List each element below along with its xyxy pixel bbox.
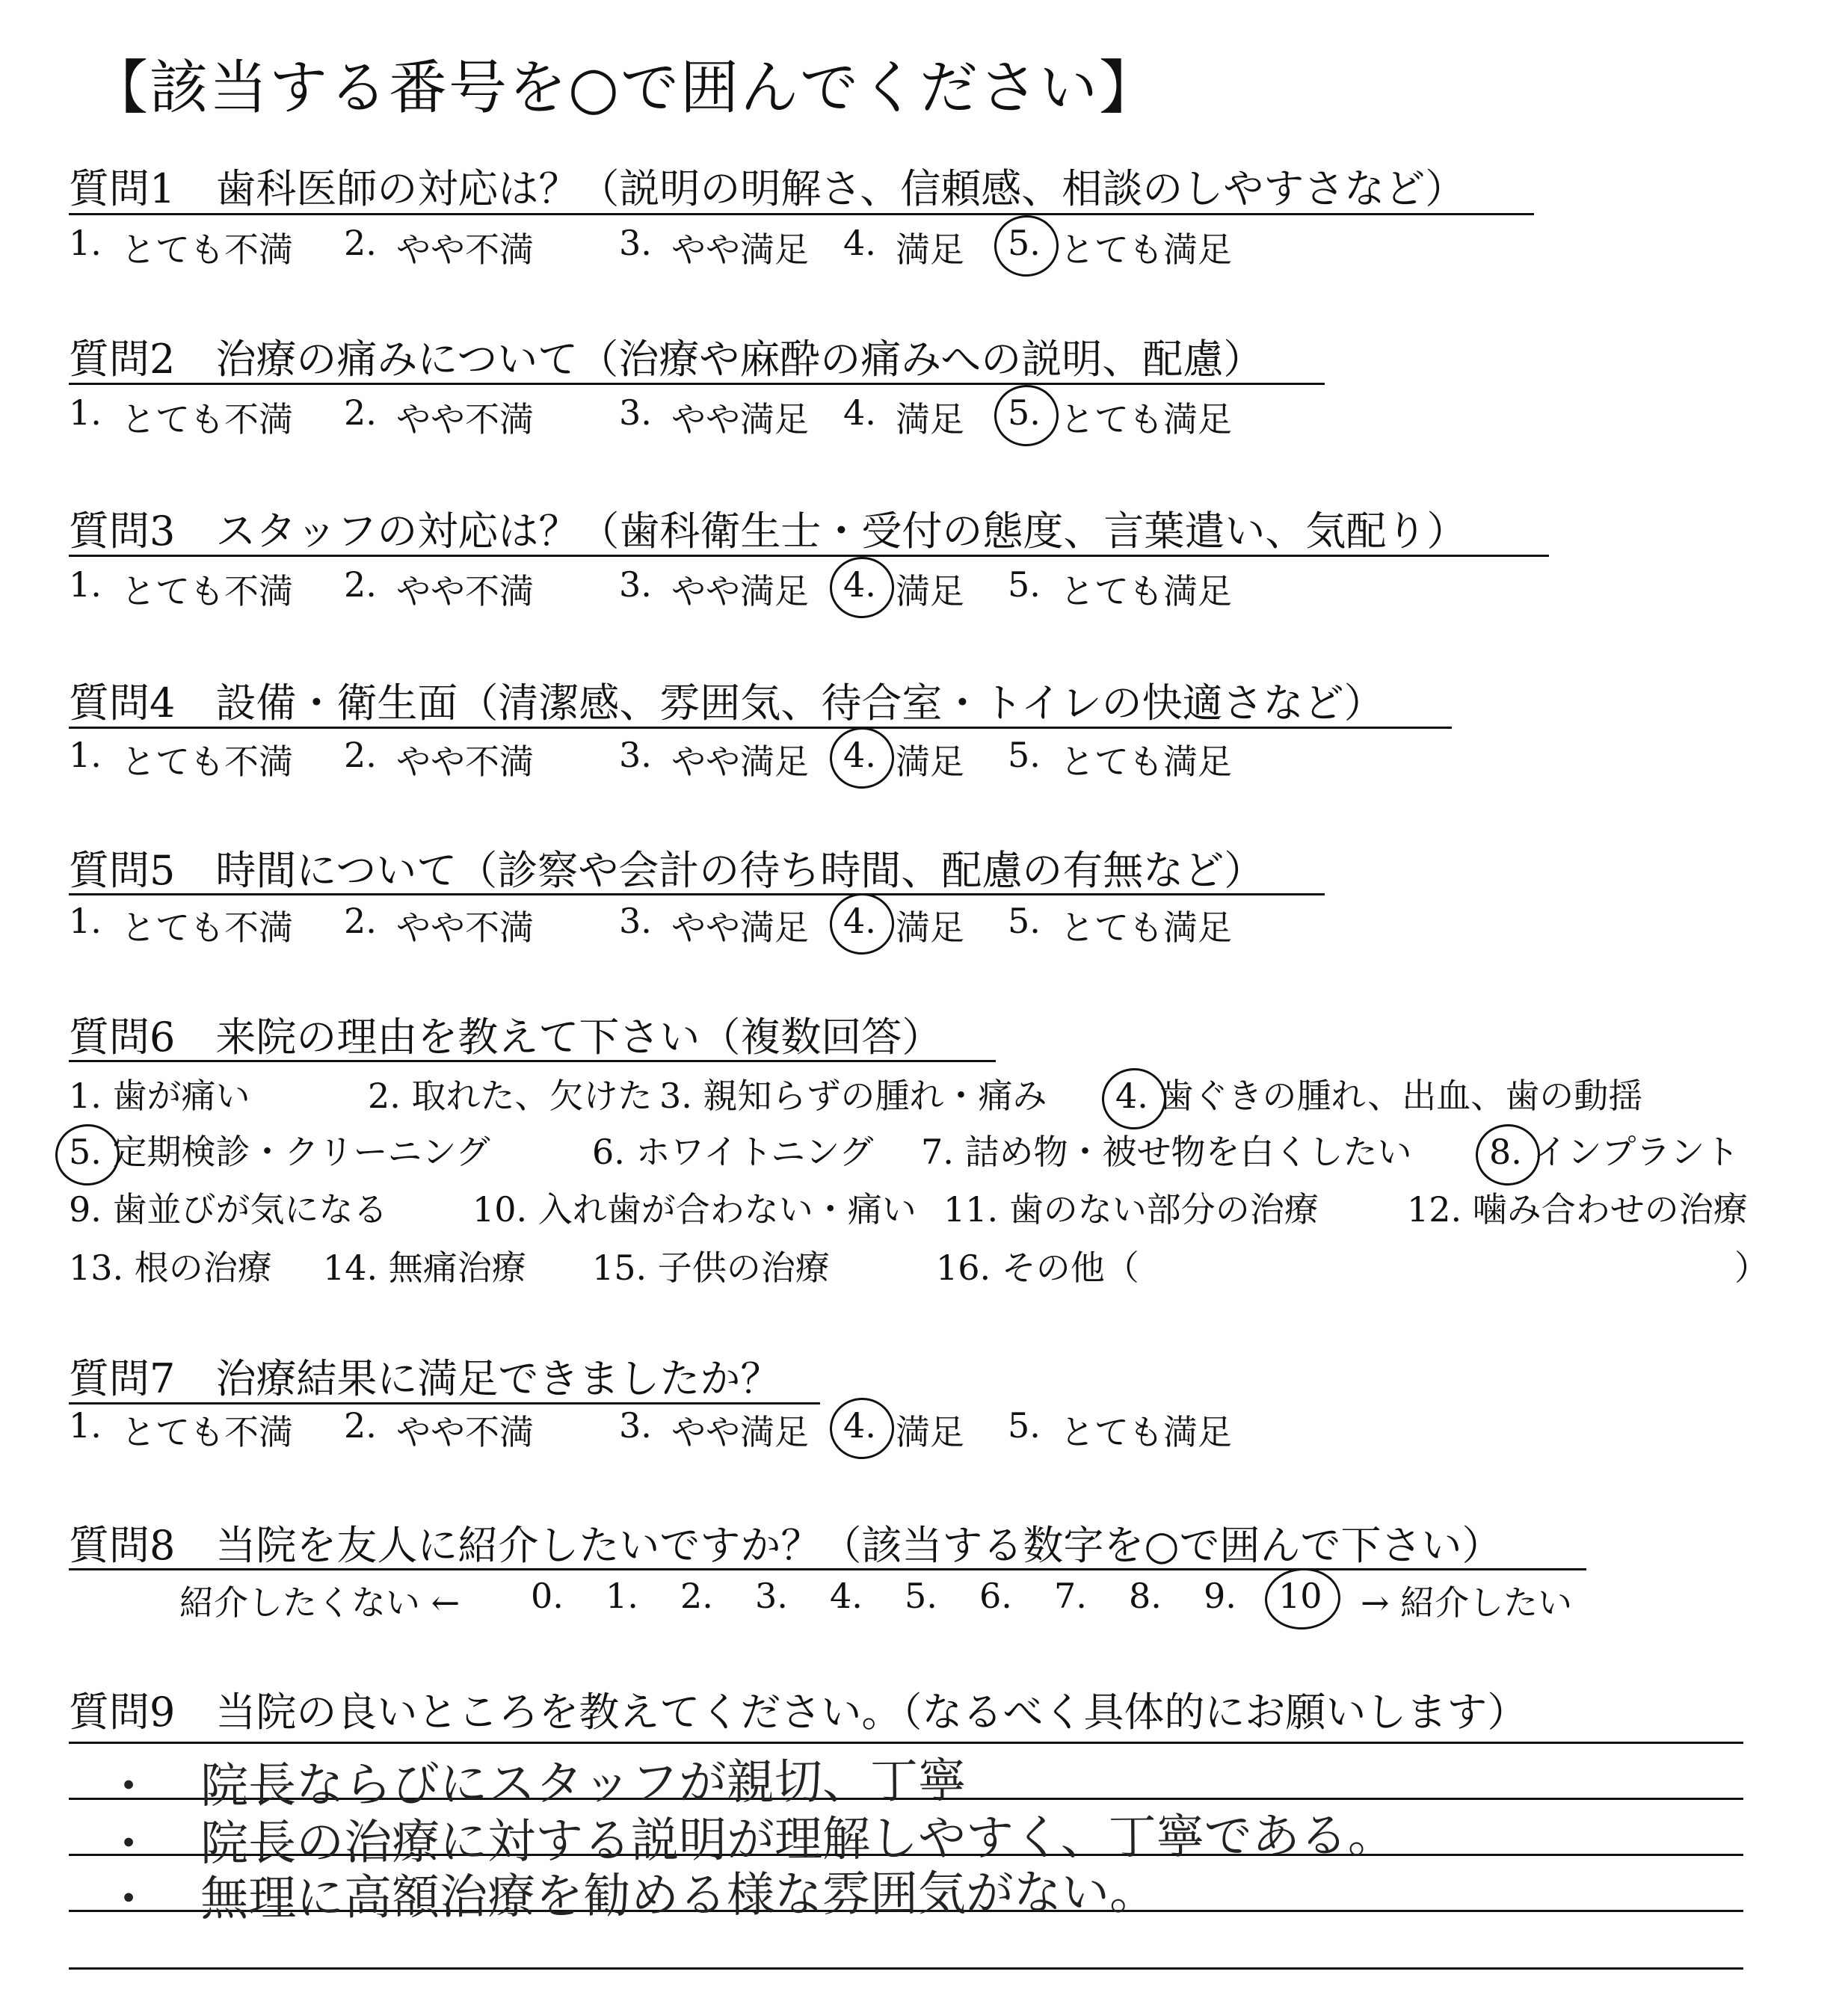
option-label: 満足 [896,571,964,611]
reason-item [936,1241,1139,1290]
option-number: 5. [1008,564,1041,605]
reason-item-selected [69,1125,490,1174]
option-number: 3. [619,392,652,433]
option-number: 3. [619,735,652,775]
reason-label: 歯が痛い [101,1076,250,1116]
option-label: 満足 [896,399,964,440]
reason-label: インプラント [1521,1132,1740,1172]
question-title: 質問2 治療の痛みについて（治療や麻酔の痛みへの説明、配慮） [69,336,1264,383]
option-label: とても満足 [1060,229,1232,270]
reason-number: 4. [1115,1076,1148,1116]
option-label: やや満足 [671,741,809,782]
form-header: 【該当する番号を○で囲んでください】 [90,55,1159,122]
reason-item [368,1069,653,1118]
option-label: とても満足 [1060,399,1232,440]
option-number: 1. [69,901,102,941]
reason-item [943,1183,1319,1232]
option-number: 3. [619,564,652,605]
reason-item [1407,1183,1748,1232]
underline [69,1402,820,1405]
question-title: 質問6 来院の理由を教えて下さい（複数回答） [69,1014,943,1061]
reason-number: 8. [1489,1132,1522,1172]
answer-line [69,1967,1743,1970]
reason-number: 2. [368,1076,401,1116]
question-title: 質問3 スタッフの対応は？（歯科衛生士・受付の態度、言葉遣い、気配り） [69,508,1467,555]
scale-number: 5. [905,1576,937,1616]
option-label: やや満足 [671,907,809,948]
reason-number: 7. [921,1132,954,1172]
reason-label: 入れ歯が合わない・痛い [527,1189,917,1230]
reason-number: 13. [69,1248,124,1288]
scale-right-label: → 紹介したい [1361,1582,1573,1623]
question-title: 質問9 当院の良いところを教えてください。（なるべく具体的にお願いします） [69,1689,1528,1736]
reason-label: 取れた、欠けた [400,1076,653,1116]
reason-number: 11. [943,1189,999,1230]
option-label: 満足 [896,229,964,270]
question-title: 質問7 治療結果に満足できましたか？ [69,1355,781,1402]
option-label: やや不満 [396,571,534,611]
option-label: 満足 [896,1412,964,1452]
option-label: とても満足 [1060,741,1232,782]
reason-label: ホワイトニング [624,1132,874,1172]
reason-label: 歯並びが気になる [101,1189,388,1230]
option-label: とても満足 [1060,907,1232,948]
reason-number: 9. [69,1189,102,1230]
question-title: 質問8 当院を友人に紹介したいですか？（該当する数字を○で囲んで下さい） [69,1522,1503,1569]
option-number-circled: 4. [843,901,876,941]
reason-number: 15. [592,1248,647,1288]
reason-label: 噛み合わせの治療 [1462,1189,1748,1230]
handwritten-answer: ・ 院長の治療に対する説明が理解しやすく、丁寧である。 [104,1807,1396,1873]
reason-label: 無痛治療 [378,1248,526,1288]
option-number: 1. [69,564,102,605]
reason-item [69,1241,272,1290]
scale-number-circled: 10 [1278,1576,1322,1616]
option-label: やや不満 [396,741,534,782]
option-number: 2. [344,735,377,775]
reason-number: 10. [472,1189,528,1230]
option-label: やや満足 [671,229,809,270]
option-label: とても不満 [121,741,293,782]
option-number: 4. [843,392,876,433]
option-number: 2. [344,223,377,263]
option-number: 1. [69,392,102,433]
option-label: とても満足 [1060,571,1232,611]
option-label: とても不満 [121,229,293,270]
option-number: 2. [344,564,377,605]
reason-label: 根の治療 [123,1248,272,1288]
option-label: とても不満 [121,907,293,948]
scale-number: 9. [1204,1576,1236,1616]
option-label: 満足 [896,741,964,782]
option-number: 4. [843,223,876,263]
reason-item [921,1125,1412,1174]
option-number: 2. [344,1405,377,1446]
handwritten-answer: ・ 無理に高額治療を勧める様な雰囲気がない。 [104,1865,1158,1928]
scale-number: 1. [606,1576,638,1616]
underline [69,383,1325,385]
underline [69,893,1325,895]
underline [69,1060,996,1062]
reason-label: 歯ぐきの腫れ、出血、歯の動揺 [1148,1076,1643,1116]
option-label: とても満足 [1060,1412,1232,1452]
reason-number: 3. [659,1076,692,1116]
option-label: とても不満 [121,571,293,611]
reason-item [659,1069,1047,1118]
option-label: やや不満 [396,229,534,270]
reason-number: 6. [592,1132,625,1172]
option-number: 1. [69,1405,102,1446]
reason-item [323,1241,526,1290]
option-label: やや不満 [396,399,534,440]
question-title: 質問4 設備・衛生面（清潔感、雰囲気、待合室・トイレの快適さなど） [69,679,1385,727]
question-title: 質問5 時間について（診察や会計の待ち時間、配慮の有無など） [69,847,1265,894]
reason-item [69,1183,388,1232]
option-number-circled: 5. [1008,223,1041,263]
reason-number: 1. [69,1076,102,1116]
other-close-paren: ） [1734,1248,1769,1288]
reason-number: 12. [1407,1189,1462,1230]
option-number: 5. [1008,735,1041,775]
underline [69,555,1549,557]
option-label: やや満足 [671,399,809,440]
option-label: 満足 [896,907,964,948]
option-number: 3. [619,223,652,263]
option-number: 2. [344,901,377,941]
underline [69,1568,1586,1570]
option-label: とても不満 [121,399,293,440]
handwritten-answer: ・ 院長ならびにスタッフが親切、丁寧 [104,1753,967,1816]
reason-item-selected [1115,1069,1642,1118]
underline [69,213,1534,215]
reason-label: その他（ [991,1248,1139,1288]
option-label: とても不満 [121,1412,293,1452]
reason-item [592,1125,873,1174]
option-number-circled: 4. [843,735,876,775]
scale-number: 7. [1054,1576,1087,1616]
reason-number: 14. [323,1248,378,1288]
reason-label: 子供の治療 [647,1248,830,1288]
option-label: やや満足 [671,1412,809,1452]
option-number-circled: 4. [843,564,876,605]
scale-number: 3. [755,1576,788,1616]
reason-item [472,1183,917,1232]
option-number: 3. [619,1405,652,1446]
reason-number: 5. [69,1132,102,1172]
option-label: やや不満 [396,1412,534,1452]
scale-number: 4. [830,1576,863,1616]
option-number-circled: 5. [1008,392,1041,433]
option-number: 1. [69,223,102,263]
option-number: 1. [69,735,102,775]
option-number: 5. [1008,1405,1041,1446]
option-label: やや不満 [396,907,534,948]
reason-item-selected [1489,1125,1740,1174]
underline [69,727,1452,729]
scale-number: 8. [1129,1576,1162,1616]
reason-label: 親知らずの腫れ・痛み [692,1076,1047,1116]
reason-item [69,1069,250,1118]
scale-number: 2. [680,1576,713,1616]
reason-label: 定期検診・クリーニング [101,1132,490,1172]
option-label: やや満足 [671,571,809,611]
option-number-circled: 4. [843,1405,876,1446]
scale-number: 0. [531,1576,564,1616]
option-number: 3. [619,901,652,941]
reason-label: 詰め物・被せ物を白くしたい [953,1132,1412,1172]
reason-number: 16. [936,1248,991,1288]
option-number: 5. [1008,901,1041,941]
reason-item [592,1241,830,1290]
reason-label: 歯のない部分の治療 [998,1189,1319,1230]
question-title: 質問1 歯科医師の対応は？（説明の明解さ、信頼感、相談のしやすさなど） [69,165,1466,212]
option-number: 2. [344,392,377,433]
scale-number: 6. [979,1576,1012,1616]
scale-left-label: 紹介したくない ← [179,1582,461,1623]
